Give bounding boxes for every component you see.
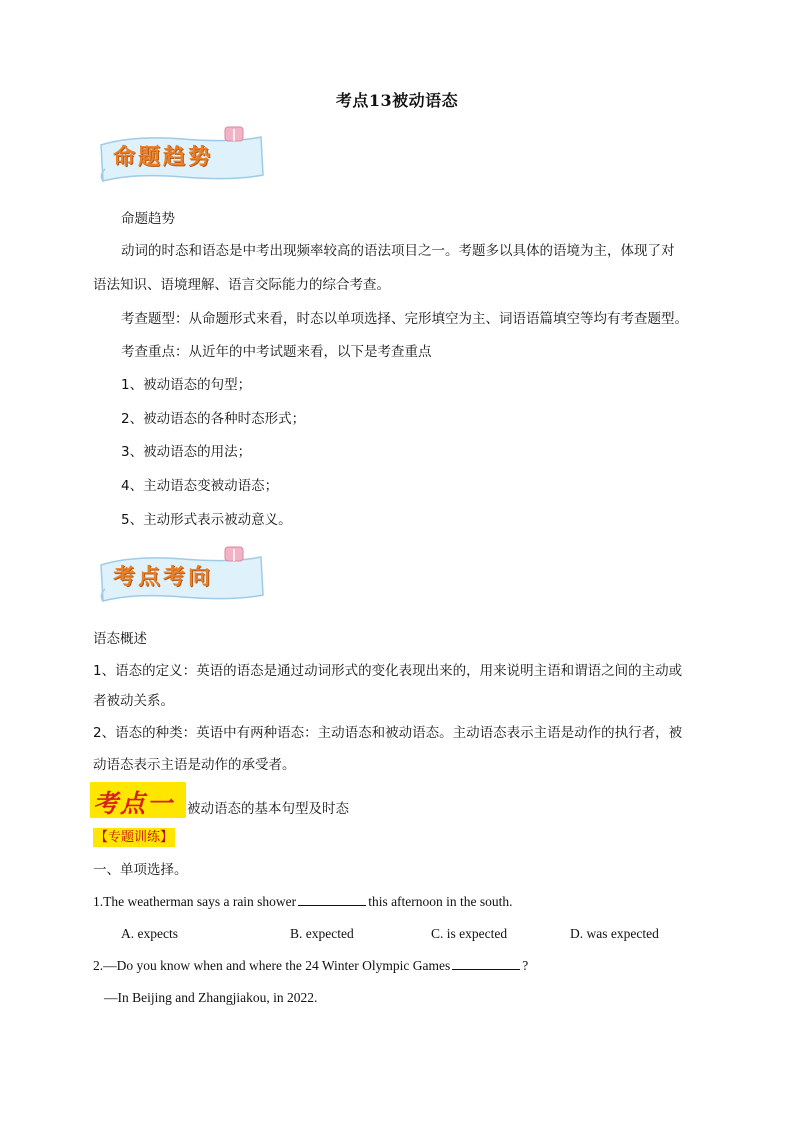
section-badge: [90, 782, 186, 818]
trend-para-line: 语法知识、语境理解、语言交际能力的综合考查。: [93, 277, 390, 293]
trend-point: 2、被动语态的各种时态形式；: [121, 411, 306, 427]
overview-line: 1、语态的定义：英语的语态是通过动词形式的变化表现出来的，用来说明主语和谓语之间的主动或: [93, 663, 683, 679]
question-1: [93, 893, 513, 911]
answer-blank: [298, 893, 366, 906]
question-text: this afternoon in the south.: [368, 894, 513, 909]
trend-para-line: 动词的时态和语态是中考出现频率较高的语法项目之一。考题多以具体的语境为主，体现了对: [121, 243, 675, 259]
focus-banner: [93, 543, 268, 607]
question-text: 2.—Do you know when and where the 24 Winter Olympic Games: [93, 958, 451, 973]
trend-key-intro: 考查重点：从近年的中考试题来看，以下是考查重点: [121, 344, 432, 360]
focus-banner-label: 考点考向: [113, 565, 214, 590]
overview-line: 动语态表示主语是动作的承受者。: [93, 757, 296, 773]
question-text: 1.The weatherman says a rain shower: [93, 894, 297, 909]
overview-heading: 语态概述: [93, 631, 147, 647]
question-2: [93, 957, 528, 975]
option: B. expected: [290, 926, 354, 941]
option: A. expects: [121, 926, 178, 941]
training-tag: 【专题训练】: [95, 830, 174, 845]
exercise-type: 一、单项选择。: [93, 862, 188, 878]
question-text: ?: [522, 958, 529, 973]
trend-point: 1、被动语态的句型；: [121, 377, 252, 393]
trend-banner-label: 命题趋势: [113, 145, 214, 170]
page-title: 考点13被动语态: [335, 91, 459, 110]
trend-heading: 命题趋势: [121, 211, 175, 227]
section-title: 被动语态的基本句型及时态: [187, 801, 349, 817]
trend-types: 考查题型：从命题形式来看，时态以单项选择、完形填空为主、词语语篇填空等均有考查题型。: [121, 311, 688, 327]
option: D. was expected: [570, 926, 659, 941]
trend-point: 5、主动形式表示被动意义。: [121, 512, 292, 528]
question-2-answer: —In Beijing and Zhangjiakou, in 2022.: [104, 990, 318, 1005]
trend-point: 4、主动语态变被动语态；: [121, 478, 279, 494]
overview-line: 者被动关系。: [93, 693, 174, 709]
answer-blank: [452, 957, 520, 970]
trend-banner: [93, 123, 268, 187]
option: C. is expected: [431, 926, 508, 941]
overview-line: 2、语态的种类：英语中有两种语态：主动语态和被动语态。主动语态表示主语是动作的执行者，被: [93, 725, 683, 741]
section-badge-label: 考点一: [93, 789, 175, 818]
trend-point: 3、被动语态的用法；: [121, 444, 252, 460]
